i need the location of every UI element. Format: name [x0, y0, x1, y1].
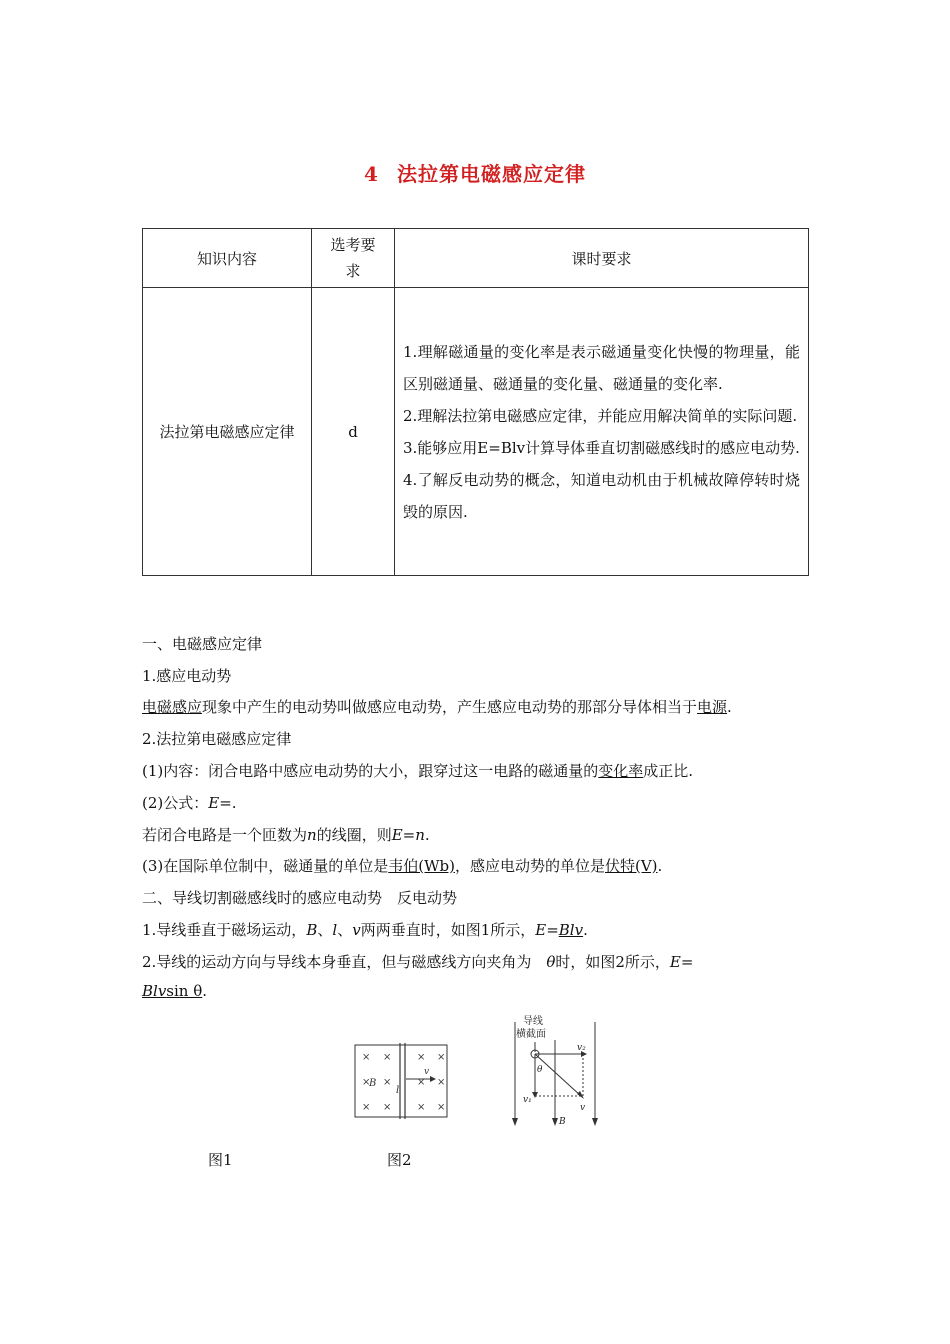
table-row	[143, 288, 809, 576]
title-text: 法拉第电磁感应定律	[396, 162, 586, 186]
requirements-table	[142, 228, 809, 576]
cross-mark: ×	[362, 1077, 371, 1088]
requirement-item: 3.能够应用E=Blv计算导体垂直切割磁感线时的感应电动势.	[403, 438, 800, 457]
figure-2	[505, 1012, 605, 1130]
label-v1: v₁	[523, 1095, 532, 1105]
cell-level: d	[312, 288, 395, 576]
label-l: l	[396, 1085, 400, 1096]
figure-1-caption: 图1	[208, 1151, 233, 1169]
paragraph: 若闭合电路是一个匝数为n的线圈，则E=n.	[142, 826, 430, 844]
label-v: v	[424, 1067, 430, 1077]
cross-mark: ×	[437, 1077, 446, 1088]
cross-mark: ×	[383, 1077, 392, 1088]
paragraph: 1.导线垂直于磁场运动，B、l、v两两垂直时，如图1所示，E=Blv.	[142, 921, 588, 939]
cross-mark: ×	[437, 1102, 446, 1113]
label-B: B	[559, 1117, 566, 1127]
cross-mark: ×	[383, 1102, 392, 1113]
section1-heading: 一、电磁感应定律	[142, 635, 263, 653]
cross-mark: ×	[417, 1102, 426, 1113]
cross-mark: ×	[362, 1052, 371, 1063]
requirement-item: 1.理解磁通量的变化率是表示磁通量变化快慢的物理量，能区别磁通量、磁通量的变化量、磁通量的变化率.	[403, 342, 800, 393]
cell-content: 法拉第电磁感应定律	[143, 288, 312, 576]
label-v2: v₂	[577, 1043, 586, 1053]
paragraph: 2.导线的运动方向与导线本身垂直，但与磁感线方向夹角为 θ时，如图2所示，E=	[142, 953, 694, 971]
header-level: 选考要求	[312, 229, 395, 288]
figure-2-caption: 图2	[387, 1151, 412, 1169]
cross-mark: ×	[437, 1052, 446, 1063]
paragraph: (1)内容：闭合电路中感应电动势的大小，跟穿过这一电路的磁通量的变化率成正比.	[142, 762, 694, 780]
subheading: 1.感应电动势	[142, 667, 232, 685]
cross-mark: ×	[362, 1102, 371, 1113]
subheading: 2.法拉第电磁感应定律	[142, 730, 292, 748]
header-knowledge: 知识内容	[143, 229, 312, 288]
cross-mark: ×	[417, 1052, 426, 1063]
figure-1	[350, 1040, 450, 1122]
section2-heading: 二、导线切割磁感线时的感应电动势 反电动势	[142, 889, 458, 907]
cell-requirements	[395, 288, 809, 576]
paragraph: (3)在国际单位制中，磁通量的单位是韦伯(Wb)，感应电动势的单位是伏特(V).	[142, 857, 663, 875]
section-number: 4	[364, 162, 379, 186]
label-wire: 导线	[523, 1016, 543, 1027]
label-B: B	[369, 1078, 377, 1089]
paragraph: 电磁感应现象中产生的电动势叫做感应电动势，产生感应电动势的那部分导体相当于电源.	[142, 698, 732, 716]
header-requirements: 课时要求	[395, 229, 809, 288]
label-v: v	[580, 1103, 586, 1113]
page-title	[0, 158, 950, 187]
label-cross-section: 横截面	[516, 1029, 546, 1040]
label-theta: θ	[537, 1065, 543, 1075]
requirement-item: 4.了解反电动势的概念，知道电动机由于机械故障停转时烧毁的原因.	[403, 470, 800, 521]
paragraph: (2)公式：E=.	[142, 794, 237, 812]
requirement-item: 2.理解法拉第电磁感应定律，并能应用解决简单的实际问题.	[403, 406, 798, 425]
paragraph: Blvsin θ.	[142, 982, 208, 1000]
table-header-row	[143, 229, 809, 288]
cross-mark: ×	[383, 1052, 392, 1063]
cross-mark: ×	[417, 1077, 426, 1088]
